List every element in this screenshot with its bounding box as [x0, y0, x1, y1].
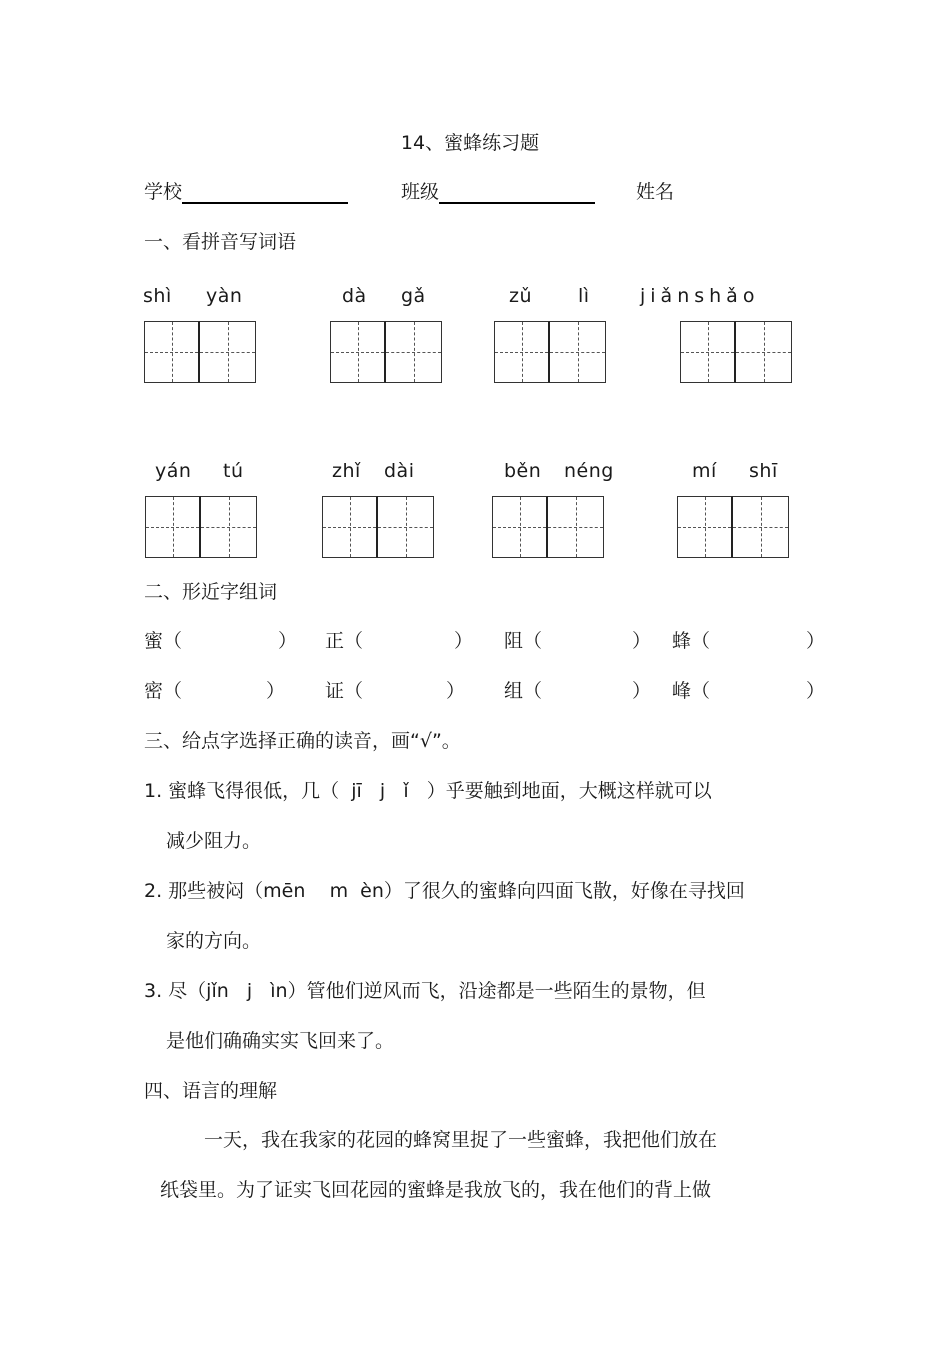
writing-grid[interactable] [492, 496, 604, 558]
passage-line-2: 纸袋里。为了证实飞回花园的蜜蜂是我放飞的，我在他们的背上做 [160, 1179, 712, 1201]
grid-cell[interactable] [548, 496, 604, 558]
similar-1-1: 蜜（ [144, 630, 183, 652]
class-blank[interactable] [439, 182, 595, 204]
writing-grid[interactable] [677, 496, 789, 558]
grid-cell[interactable] [330, 321, 386, 383]
close-paren: ） [632, 680, 652, 702]
grid-cell[interactable] [494, 321, 550, 383]
question-2-line-1: 2. 那些被闷（mēn m èn）了很久的蜜蜂向四面飞散，好像在寻找回 [144, 880, 745, 902]
pinyin-3b: lì [578, 285, 590, 307]
pinyin-8b: shī [749, 460, 778, 482]
pinyin-7a: běn [504, 460, 542, 482]
section-1-heading: 一、看拼音写词语 [144, 231, 297, 253]
pinyin-2b: gǎ [401, 285, 426, 307]
section-3-heading: 三、给点字选择正确的读音，画“√”。 [144, 730, 461, 752]
pinyin-6b: dài [384, 460, 415, 482]
section-4-heading: 四、语言的理解 [144, 1080, 278, 1102]
close-paren: ） [806, 680, 826, 702]
similar-2-3: 组（ [504, 680, 543, 702]
name-label: 姓名 [636, 181, 675, 203]
writing-grid[interactable] [144, 321, 256, 383]
section-2-heading: 二、形近字组词 [144, 581, 278, 603]
similar-1-2: 正（ [325, 630, 364, 652]
writing-grid[interactable] [680, 321, 792, 383]
grid-cell[interactable] [550, 321, 606, 383]
class-field [401, 180, 595, 204]
similar-2-2: 证（ [325, 680, 364, 702]
question-3-line-1: 3. 尽（jǐn j ìn）管他们逆风而飞，沿途都是一些陌生的景物，但 [144, 980, 706, 1002]
pinyin-5a: yán [155, 460, 192, 482]
writing-grid[interactable] [330, 321, 442, 383]
pinyin-1a: shì [143, 285, 172, 307]
grid-cell[interactable] [378, 496, 434, 558]
page-title: 14、蜜蜂练习题 [400, 132, 540, 154]
close-paren: ） [806, 630, 826, 652]
pinyin-6a: zhǐ [332, 460, 361, 482]
pinyin-4: jiǎnshǎo [640, 285, 760, 307]
pinyin-2a: dà [342, 285, 367, 307]
close-paren: ） [454, 630, 474, 652]
similar-2-4: 峰（ [672, 680, 711, 702]
question-3-line-2: 是他们确确实实飞回来了。 [166, 1030, 395, 1052]
close-paren: ） [266, 680, 286, 702]
writing-grid[interactable] [145, 496, 257, 558]
grid-cell[interactable] [322, 496, 378, 558]
pinyin-5b: tú [223, 460, 244, 482]
pinyin-7b: néng [564, 460, 614, 482]
grid-cell[interactable] [386, 321, 442, 383]
pinyin-3a: zǔ [509, 285, 533, 307]
school-blank[interactable] [182, 182, 348, 204]
class-label: 班级 [401, 181, 440, 203]
grid-cell[interactable] [200, 321, 256, 383]
question-1-line-2: 减少阻力。 [166, 830, 262, 852]
question-2-line-2: 家的方向。 [166, 930, 262, 952]
grid-cell[interactable] [145, 496, 201, 558]
grid-cell[interactable] [492, 496, 548, 558]
writing-grid[interactable] [494, 321, 606, 383]
grid-cell[interactable] [733, 496, 789, 558]
similar-1-4: 蜂（ [672, 630, 711, 652]
grid-cell[interactable] [677, 496, 733, 558]
similar-1-3: 阻（ [504, 630, 543, 652]
pinyin-1b: yàn [206, 285, 243, 307]
similar-2-1: 密（ [144, 680, 183, 702]
passage-line-1: 一天，我在我家的花园的蜂窝里捉了一些蜜蜂，我把他们放在 [204, 1129, 718, 1151]
grid-cell[interactable] [201, 496, 257, 558]
grid-cell[interactable] [736, 321, 792, 383]
pinyin-8a: mí [692, 460, 717, 482]
grid-cell[interactable] [680, 321, 736, 383]
close-paren: ） [446, 680, 466, 702]
grid-cell[interactable] [144, 321, 200, 383]
school-field [144, 180, 348, 204]
school-label: 学校 [144, 181, 183, 203]
close-paren: ） [632, 630, 652, 652]
writing-grid[interactable] [322, 496, 434, 558]
question-1-line-1: 1. 蜜蜂飞得很低，几（ jī j ǐ ）乎要触到地面，大概这样就可以 [144, 780, 712, 802]
close-paren: ） [278, 630, 298, 652]
